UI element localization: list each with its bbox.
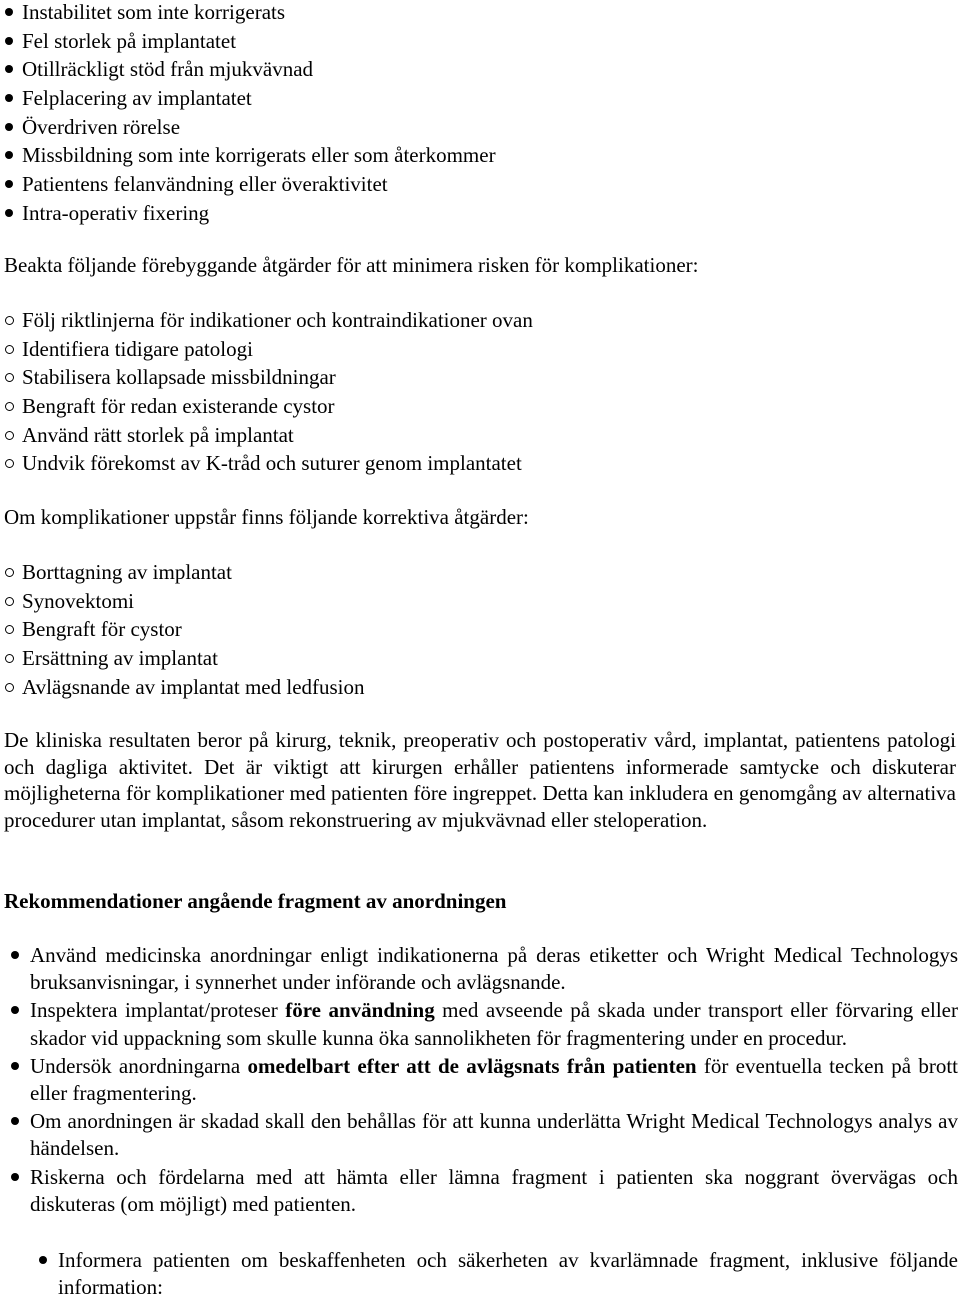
list-item: Bengraft för redan existerande cystor [0,394,533,423]
recommendations-sublist [28,1247,958,1301]
emphasis-text: omedelbart efter att de avlägsnats från patienten [247,1053,697,1078]
prevention-intro: Beakta följande förebyggande åtgärder för att minimera risken för komplikationer: [4,253,699,277]
list-item: Överdriven rörelse [0,115,496,144]
list-item-text: Om anordningen är skadad skall den behållas för att kunna underlätta Wright Medical Technologys analys av händelsen. [30,1109,958,1161]
list-item: Felplacering av implantatet [0,86,496,115]
list-item [0,1053,958,1107]
list-item: Undvik förekomst av K-tråd och suturer genom implantatet [0,451,533,480]
list-item-text: Inspektera implantat/proteser [30,998,286,1023]
list-item: Intra-operativ fixering [0,201,496,230]
list-item: Patientens felanvändning eller överaktivitet [0,172,496,201]
outcome-paragraph: De kliniska resultaten beror på kirurg, teknik, preoperativ och postoperativ vård, implantat, patientens patologi och dagliga aktivitet. Det är viktigt att kirurgen erhåller patientens informerade samtycke och diskuterar möjligheterna för komplikationer med patienten före ingreppet. Detta kan inkludera en genomgång av alternativa procedurer utan implantat, såsom rekonstruering av mjukvävnad eller steloperation. [4,728,956,832]
list-item: Bengraft för cystor [0,617,365,646]
list-item: Ersättning av implantat [0,646,365,675]
list-item [0,1108,958,1162]
list-item-text: Undersök anordningarna [30,1053,248,1078]
list-item: Synovektomi [0,589,365,618]
list-item-text: Riskerna och fördelarna med att hämta eller lämna fragment i patienten ska noggrant övervägas och diskuteras (om möjligt) med patienten. [30,1164,958,1216]
list-item: Avlägsnande av implantat med ledfusion [0,675,365,704]
list-item: Fel storlek på implantatet [0,29,496,58]
corrective-list [0,560,365,703]
section-heading: Rekommendationer angående fragment av anordningen [4,889,507,913]
list-item: Informera patienten om beskaffenheten och säkerheten av kvarlämnade fragment, inklusive följande information: [28,1247,958,1301]
list-item: Följ riktlinjerna för indikationer och kontraindikationer ovan [0,308,533,337]
list-item-text: för eventuella tecken på brott eller fragmentering. [30,1053,958,1106]
list-item: Missbildning som inte korrigerats eller som återkommer [0,143,496,172]
list-item: Otillräckligt stöd från mjukvävnad [0,57,496,86]
list-item-text: med avseende på skada under transport eller förvaring eller skador vid uppackning som skulle kunna öka sannolikheten för fragmentering under en procedur. [30,998,959,1050]
list-item: Identifiera tidigare patologi [0,337,533,366]
list-item [0,997,958,1051]
list-item [0,942,958,996]
list-item: Stabilisera kollapsade missbildningar [0,365,533,394]
list-item-text: Använd medicinska anordningar enligt indikationerna på deras etiketter och Wright Medical Technologys bruksanvisningar, i synnerhet under införande och avlägsnande. [30,943,958,995]
list-item [0,1164,958,1218]
list-item: Använd rätt storlek på implantat [0,423,533,452]
corrective-intro: Om komplikationer uppstår finns följande korrektiva åtgärder: [4,505,529,529]
complications-list [0,0,496,230]
emphasis-text: före användning [285,998,435,1023]
list-item: Instabilitet som inte korrigerats [0,0,496,29]
recommendations-list [0,942,958,1219]
prevention-list [0,308,533,480]
list-item: Borttagning av implantat [0,560,365,589]
